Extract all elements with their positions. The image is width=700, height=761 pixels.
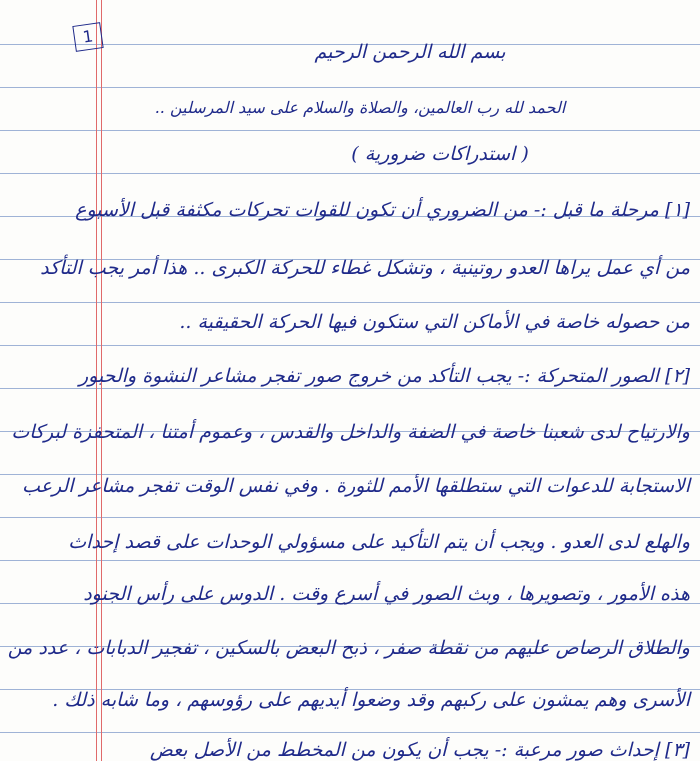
text-line: والطلاق الرصاص عليهم من نقطة صفر ، ذبح البعض بالسكين ، تفجير الدبابات ، عدد من <box>7 637 690 659</box>
page-number-box: 1 <box>72 22 103 52</box>
text-line: [١] مرحلة ما قبل :- من الضروري أن تكون للقوات تحركات مكثفة قبل الأسبوع <box>75 199 690 221</box>
basmala: بسم الله الرحمن الرحيم <box>314 41 506 63</box>
praise-line: الحمد لله رب العالمين، والصلاة والسلام على سيد المرسلين .. <box>154 98 566 117</box>
text-line: هذه الأمور ، وتصويرها ، وبث الصور في أسرع وقت . الدوس على رأس الجنود <box>83 583 690 605</box>
text-line: والهلع لدى العدو . ويجب أن يتم التأكيد على مسؤولي الوحدات على قصد إحداث <box>68 531 690 553</box>
text-line: [٢] الصور المتحركة :- يجب التأكد من خروج صور تفجر مشاعر النشوة والحبور <box>78 365 690 387</box>
text-line: والارتياح لدى شعبنا خاصة في الضفة والداخل والقدس ، وعموم أمتنا ، المتحفزة لبركات <box>11 421 690 443</box>
text-line: [٣] إحداث صور مرعبة :- يجب أن يكون من المخطط من الأصل بعض <box>149 739 690 761</box>
text-line: من أي عمل يراها العدو روتينية ، وتشكل غطاء للحركة الكبرى .. هذا أمر يجب التأكد <box>40 257 690 279</box>
text-line: الأسرى وهم يمشون على ركبهم وقد وضعوا أيديهم على رؤوسهم ، وما شابه ذلك . <box>52 689 690 711</box>
document-subject: ( استدراكات ضرورية ) <box>351 143 529 165</box>
text-line: الاستجابة للدعوات التي ستطلقها الأمم للثورة . وفي نفس الوقت تفجر مشاعر الرعب <box>22 475 690 497</box>
text-line: من حصوله خاصة في الأماكن التي ستكون فيها الحركة الحقيقية .. <box>179 311 690 333</box>
